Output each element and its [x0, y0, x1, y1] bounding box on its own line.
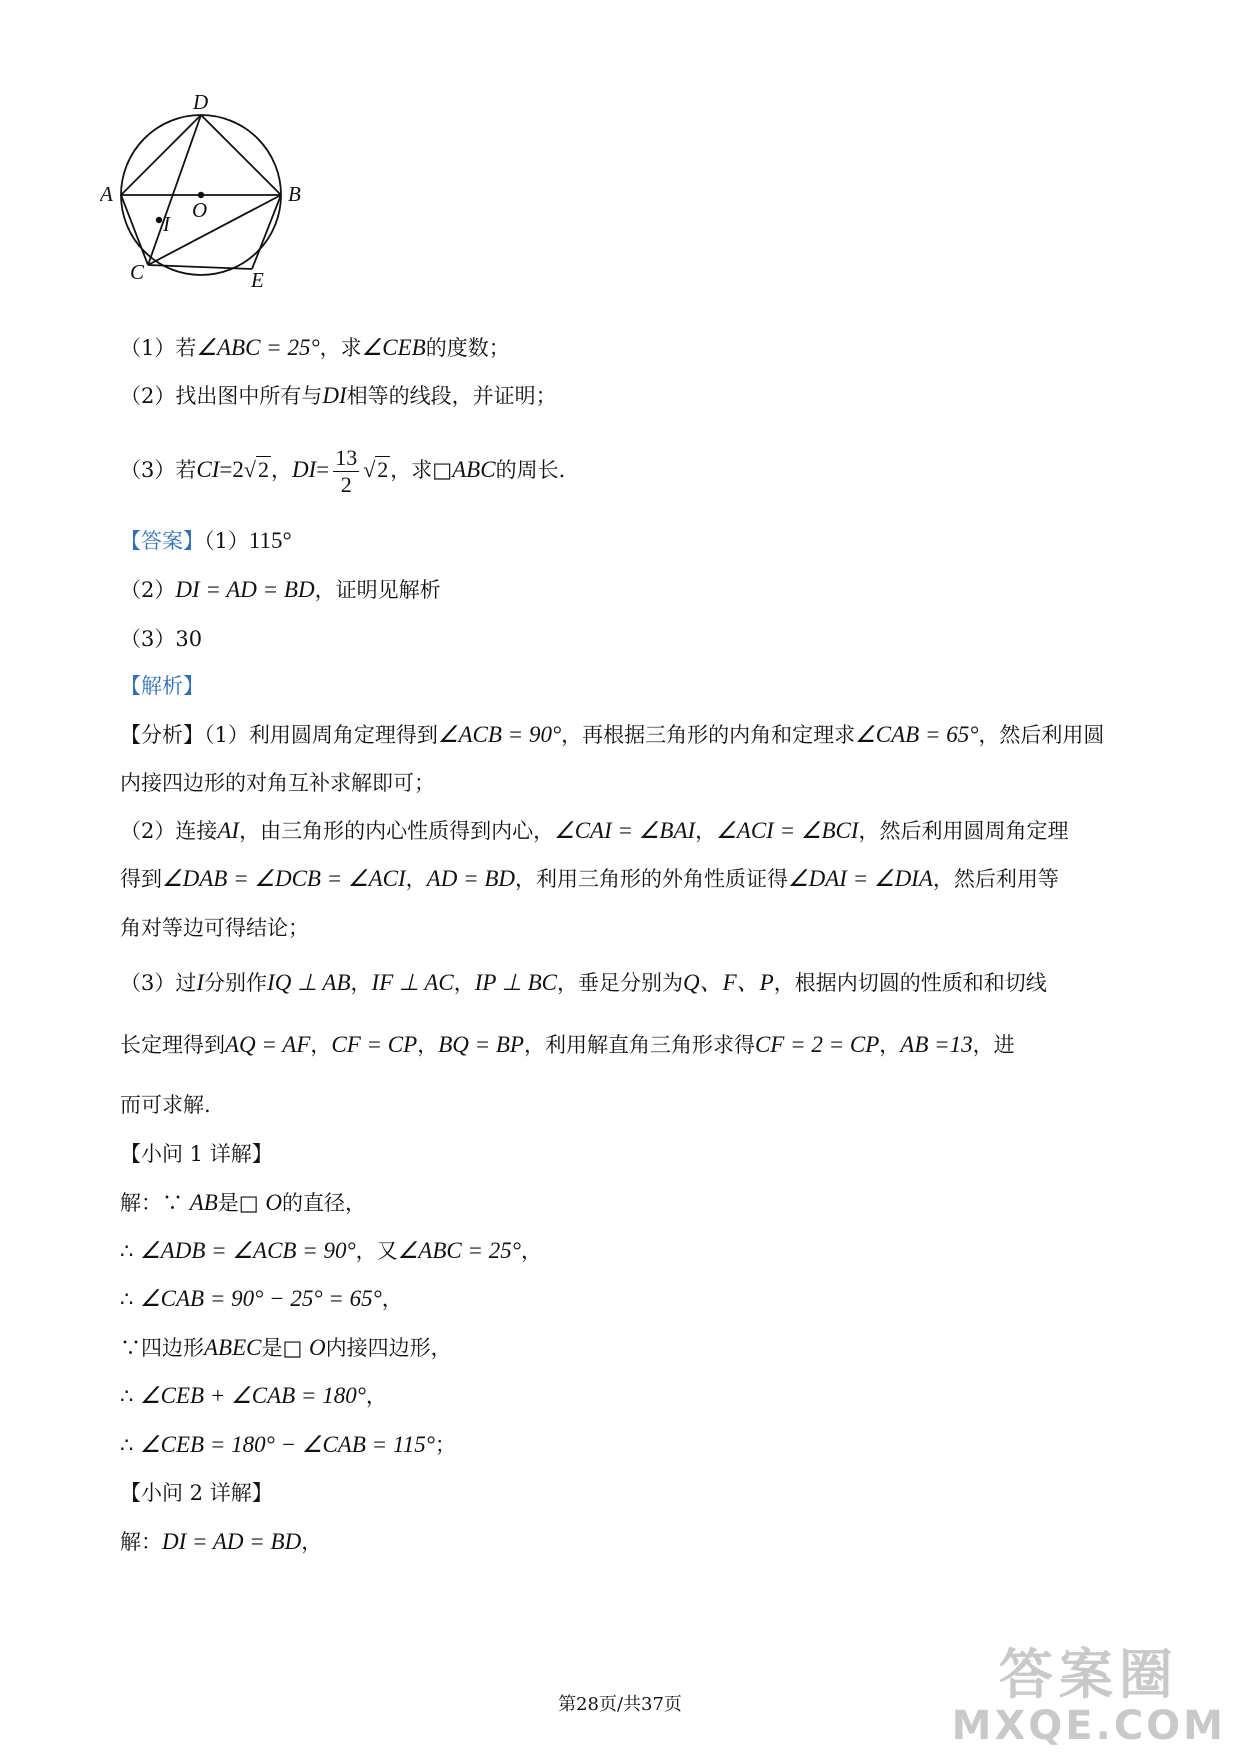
label-d: D [193, 95, 209, 114]
answer-1: 【答案】（1）115° [120, 528, 292, 553]
question-3: （3）若CI=2√2，DI= $\frac{13}{2}$ √2，求□ABC的周长. [120, 445, 566, 497]
label-e: E [251, 268, 264, 292]
segment-db [201, 115, 281, 195]
answer-3: （3）30 [120, 627, 203, 651]
geometry-figure [100, 95, 340, 315]
analysis-p3-line3: 而可求解. [120, 1093, 211, 1117]
detail1-line3: ∴ ∠CAB = 90° − 25° = 65°， [120, 1286, 403, 1311]
analysis-p3-line2: 长定理得到AQ = AF，CF = CP，BQ = BP，利用解直角三角形求得CF = 2 = CP，AB =13，进 [120, 1032, 1015, 1057]
analysis-p2-line1: （2）连接AI，由三角形的内心性质得到内心，∠CAI = ∠BAI，∠ACI = ∠BCI，然后利用圆周角定理 [120, 818, 1069, 843]
analysis-p1-line1: 【分析】（1）利用圆周角定理得到∠ACB = 90°，再根据三角形的内角和定理求∠CAB = 65°，然后利用圆 [120, 722, 1105, 747]
fraction-13-over-2: $\frac{13}{2}$ [335, 445, 358, 497]
question-1: （1）若∠ABC = 25°，求∠CEB的度数； [120, 335, 510, 360]
segment-eb [252, 195, 281, 269]
label-a: A [100, 182, 113, 206]
detail2-tag: 【小问 2 详解】 [120, 1481, 273, 1505]
answer-tag: 【答案】 [120, 529, 204, 553]
detail1-line2: ∴ ∠ADB = ∠ACB = 90°，又∠ABC = 25°， [120, 1238, 542, 1263]
label-o: O [192, 198, 208, 222]
detail1-line1: 解：∵ AB是□ O的直径， [120, 1190, 366, 1215]
label-c: C [130, 260, 145, 284]
analysis-p1-line2: 内接四边形的对角互补求解即可； [120, 771, 435, 795]
analysis-p2-line2: 得到∠DAB = ∠DCB = ∠ACI，AD = BD，利用三角形的外角性质证得∠DAI = ∠DIA，然后利用等 [120, 866, 1059, 891]
segment-dc [148, 115, 201, 265]
analysis-p2-line3: 角对等边可得结论； [120, 916, 309, 940]
detail1-line6: ∴ ∠CEB = 180° − ∠CAB = 115°； [120, 1432, 456, 1457]
label-b: B [288, 182, 301, 206]
analysis-p3-line1: （3）过I分别作IQ ⊥ AB，IF ⊥ AC，IP ⊥ BC，垂足分别为Q、F、P，根据内切圆的性质和和切线 [120, 970, 1047, 995]
segment-ad [121, 115, 201, 195]
sqrt-2: √2 [243, 457, 269, 482]
watermark-logo: 答案圈 MXQE.COM [951, 1643, 1226, 1749]
detail2-line1: 解：DI = AD = BD， [120, 1529, 323, 1554]
detail1-line5: ∴ ∠CEB + ∠CAB = 180°， [120, 1383, 387, 1408]
answer-2: （2）DI = AD = BD，证明见解析 [120, 577, 441, 602]
point-i [156, 217, 162, 223]
sqrt-2b: √2 [363, 457, 389, 482]
page-number: 第28页/共37页 [558, 1694, 682, 1715]
detail1-tag: 【小问 1 详解】 [120, 1142, 273, 1166]
analysis-tag: 【解析】 [120, 674, 204, 698]
question-2: （2）找出图中所有与DI相等的线段，并证明； [120, 383, 557, 408]
segment-ac [121, 195, 148, 265]
label-i: I [163, 212, 170, 236]
detail1-line4: ∵四边形ABEC是□ O内接四边形， [120, 1335, 452, 1360]
